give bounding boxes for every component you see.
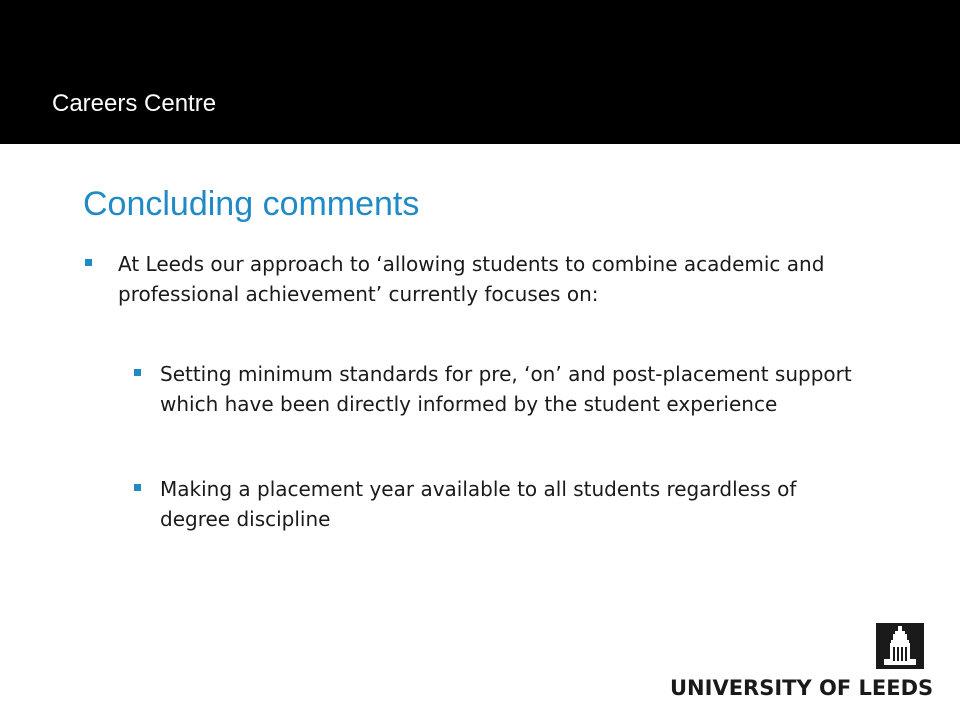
university-logo-text: UNIVERSITY OF LEEDS bbox=[670, 676, 934, 700]
header-title: Careers Centre bbox=[52, 90, 217, 117]
sub-bullet-item-1 bbox=[160, 359, 860, 419]
bullet-text-1: At Leeds our approach to ‘allowing students to combine academic and professional achievement’ currently focuses on: bbox=[118, 252, 825, 306]
bullet-item-1 bbox=[118, 249, 898, 309]
sub-bullet-item-2 bbox=[160, 474, 860, 534]
square-bullet-icon bbox=[134, 484, 141, 491]
sub-bullet-text-2: Making a placement year available to all students regardless of degree discipline bbox=[160, 477, 797, 531]
slide-title: Concluding comments bbox=[83, 185, 420, 223]
parkinson-tower-icon bbox=[876, 623, 924, 669]
square-bullet-icon bbox=[134, 369, 141, 376]
header-bar bbox=[0, 0, 960, 144]
sub-bullet-text-1: Setting minimum standards for pre, ‘on’ and post-placement support which have been directly informed by the student experience bbox=[160, 362, 852, 416]
square-bullet-icon bbox=[85, 259, 92, 266]
